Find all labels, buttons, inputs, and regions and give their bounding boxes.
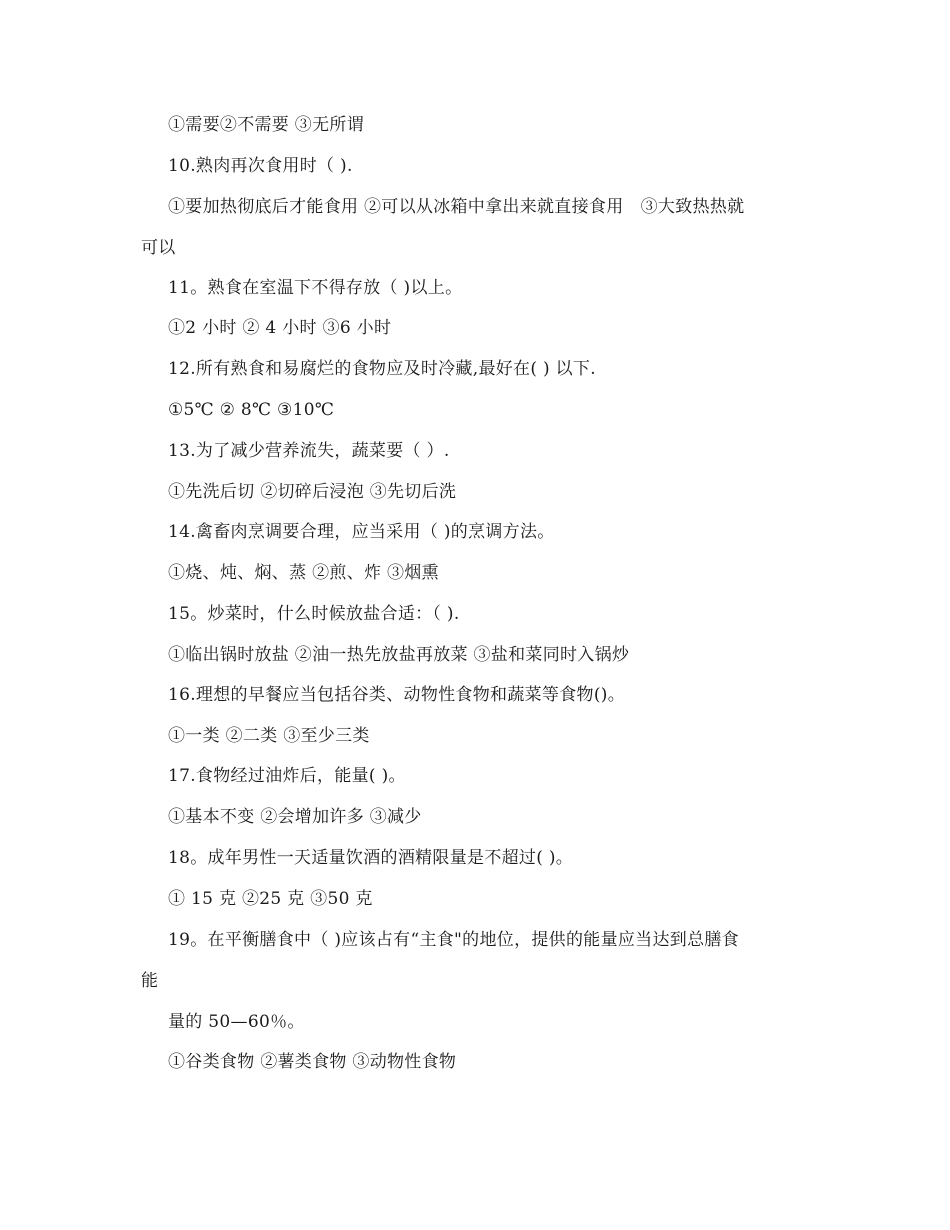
q17-question: 17.食物经过油炸后，能量( )。 <box>168 766 406 786</box>
q19-question-continued: 能 <box>141 971 159 991</box>
q10-question: 10.熟肉再次食用时（ ). <box>168 156 353 176</box>
q12-options: ①5℃ ② 8℃ ③10℃ <box>168 400 335 420</box>
q19-question: 19。在平衡膳食中（ )应该占有“主食"的地位，提供的能量应当达到总膳食 <box>168 930 739 950</box>
q18-question: 18。成年男性一天适量饮酒的酒精限量是不超过( )。 <box>168 848 574 868</box>
q19-question-continued-2: 量的 50—60％。 <box>168 1012 305 1032</box>
q11-options: ①2 小时 ② 4 小时 ③6 小时 <box>168 318 392 338</box>
q9-options: ①需要②不需要 ③无所谓 <box>168 115 365 135</box>
q13-question: 13.为了减少营养流失，蔬菜要（ ）. <box>168 441 450 461</box>
q15-options: ①临出锅时放盐 ②油一热先放盐再放菜 ③盐和菜同时入锅炒 <box>168 645 630 665</box>
q17-options: ①基本不变 ②会增加许多 ③减少 <box>168 807 422 827</box>
q10-options: ①要加热彻底后才能食用 ②可以从冰箱中拿出来就直接食用 ③大致热热就 <box>168 197 745 217</box>
q16-question: 16.理想的早餐应当包括谷类、动物性食物和蔬菜等食物()。 <box>168 685 625 705</box>
q15-question: 15。炒菜时，什么时候放盐合适：（ ). <box>168 604 460 624</box>
q18-options: ① 15 克 ②25 克 ③50 克 <box>168 889 373 909</box>
q16-options: ①一类 ②二类 ③至少三类 <box>168 726 370 746</box>
q14-options: ①烧、炖、焖、蒸 ②煎、炸 ③烟熏 <box>168 563 439 583</box>
q13-options: ①先洗后切 ②切碎后浸泡 ③先切后洗 <box>168 482 457 502</box>
q14-question: 14.禽畜肉烹调要合理，应当采用（ )的烹调方法。 <box>168 522 555 542</box>
q11-question: 11。熟食在室温下不得存放（ )以上。 <box>168 278 463 298</box>
q19-options: ①谷类食物 ②薯类食物 ③动物性食物 <box>168 1052 457 1072</box>
q12-question: 12.所有熟食和易腐烂的食物应及时冷藏,最好在( ) 以下. <box>168 359 596 379</box>
q10-options-continued: 可以 <box>141 238 176 258</box>
